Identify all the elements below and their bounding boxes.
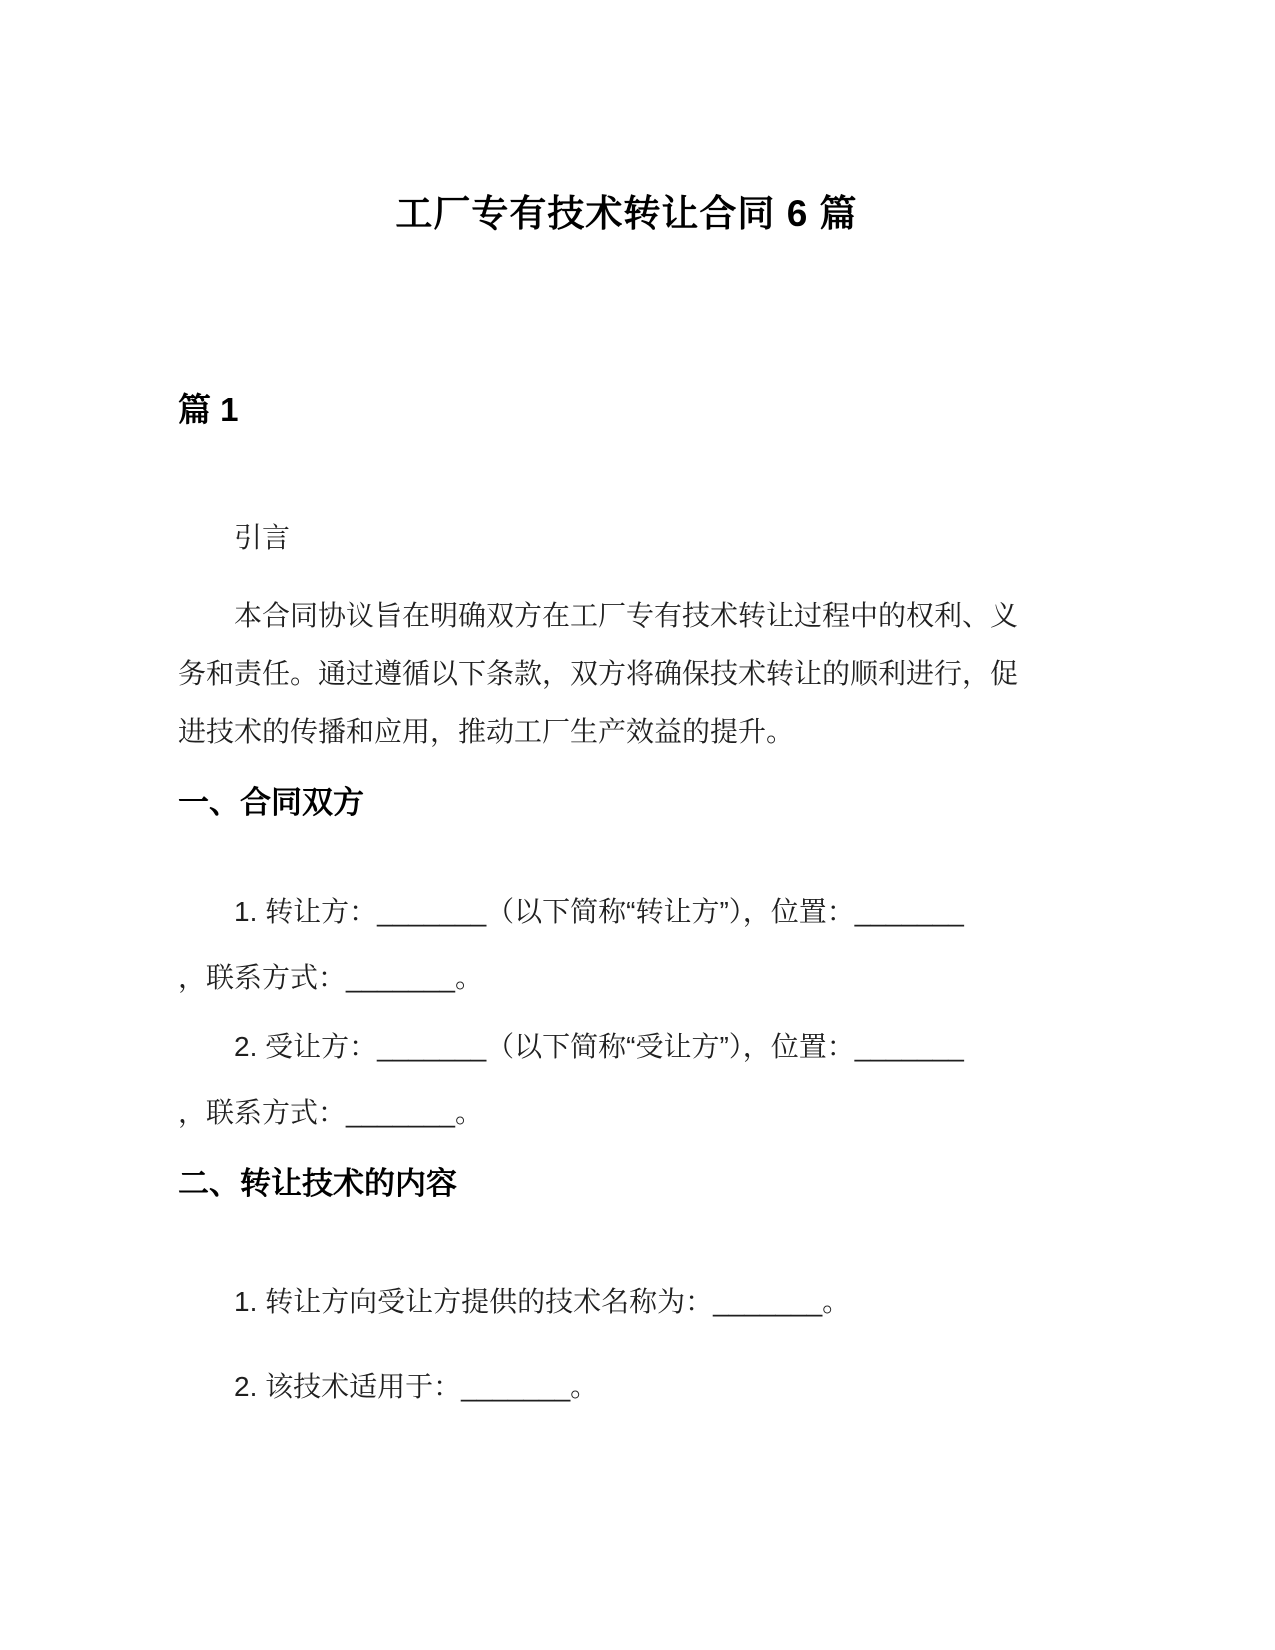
section-technology-content <box>178 1164 1075 1420</box>
paragraph-line: 本合同协议旨在明确双方在工厂专有技术转让过程中的权利、义 <box>234 600 1019 631</box>
section-heading-technology-content: 二、转让技术的内容 <box>178 1166 457 1201</box>
document-title: 工厂专有技术转让合同 6 篇 <box>395 193 858 234</box>
paragraph-line: 务和责任。通过遵循以下条款，双方将确保技术转让的顺利进行，促 <box>178 658 1019 689</box>
paragraph-line: 进技术的传播和应用，推动工厂生产效益的提升。 <box>178 716 795 747</box>
list-item-transferee <box>178 1014 1075 1146</box>
list-item-line: ，联系方式：_______。 <box>178 962 484 993</box>
intro-label: 引言 <box>234 522 291 553</box>
list-item-line: ，联系方式：_______。 <box>178 1097 484 1128</box>
intro-paragraph <box>178 587 1075 761</box>
list-item-line: 1. 转让方：_______（以下简称“转让方”），位置：_______ <box>234 896 964 927</box>
list-item-technology-name <box>178 1269 1075 1335</box>
part-heading: 篇 1 <box>178 391 239 428</box>
list-item-transferor <box>178 879 1075 1011</box>
list-item-technology-scope <box>178 1354 1075 1420</box>
list-item-line: 2. 该技术适用于：_______。 <box>234 1371 599 1402</box>
section-heading-contract-parties: 一、合同双方 <box>178 785 364 820</box>
list-item-line: 1. 转让方向受让方提供的技术名称为：_______。 <box>234 1286 851 1317</box>
list-item-line: 2. 受让方：_______（以下简称“受让方”），位置：_______ <box>234 1031 964 1062</box>
section-contract-parties <box>178 783 1075 1146</box>
